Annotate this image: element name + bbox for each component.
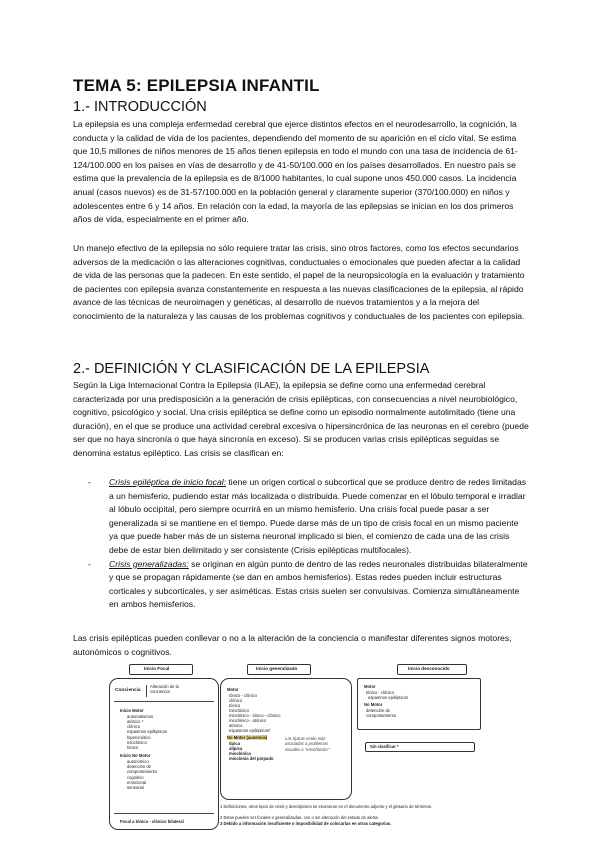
focal-column [109,678,219,830]
list-dash: - [88,558,91,569]
list-item: clónico [127,724,141,729]
divider [114,813,214,814]
list-item [88,558,528,612]
figure-note: 3 Debido a información insuficiente o imposibilidad de colocarlas en otras categorías. [220,821,392,826]
section-1-paragraph-1: La epilepsia es una compleja enfermedad cerebral que ejerce distintos efectos en el neurodesarrollo, la cognición, la conducta y la calidad de vida de los pacientes, dependiendo del momento de su aparición en el ciclo vital. Se estima que 10,5 millones de niños menores de 15 años tienen epilepsia en todo el mundo con una tasa de incidencia de 61-124/100.000 en los países en vías de desarrollo y de 41-50/100.000 en los países desarrollados. En nuestro país se estima que la prevalencia de la epilepsia es de 8/1000 habitantes, lo cual supone unos 450.000 casos. La incidencia anual (casos nuevos) es de 31-57/100.000 en la población general y claramente superior (370/100.000) en niños y adolescentes entre 6 y 14 años. En relación con la edad, la mayoría de las epilepsias se inician en los dos primeros años de vida, especialmente en el primer año. [73,119,518,225]
page-title: TEMA 5: EPILEPSIA INFANTIL [73,76,320,95]
list-item: mioclónico [127,740,147,745]
list-item-text: tiene un origen cortical o subcortical que se produce dentro de redes limitadas a un hemisferio, pudiendo estar más localizada o distribuida. Puede comenzar en el lóbulo temporal e irradiar al lóbulo occipital, pero siempre ocurrirá en un mismo hemisferio. Una crisis focal puede pasar a ser generalizada si se mantiene en el tiempo. Puede darse más de un tipo de crisis focal en un mismo paciente ya que puede haber más de un sistema neuronal implicado si bien, el comienzo de cada una de las crisis debe de estar bien delimitado y ser consistente (Crisis epilépticas multifocales). [109,477,527,555]
generalized-header-box [247,664,311,675]
list-item: espasmos epilépticos [368,695,409,700]
list-item-term: Crisis epiléptica de inicio focal: [109,477,227,487]
list-item-term: Crisis generalizadas: [109,558,189,569]
focal-header-box [129,664,193,675]
list-item [88,476,528,558]
list-item: detención de comportamiento [127,764,158,775]
list-item: tónico [229,703,241,708]
figure-note: 1 Definiciones, otros tipos de crisis y descriptores se enumeran en el documento adjunto y el glosario de términos. [220,804,433,809]
section-1-heading: 1.- INTRODUCCIÓN [73,99,207,115]
unknown-column [357,678,481,730]
figure-note: 2 Estas pueden ser focales o generalizadas, con o sin alteración del estado de alerta. [220,815,379,820]
list-item: cognitivo [127,775,144,780]
focal-header: Inicio Focal [144,666,170,671]
list-item: típica [229,741,240,746]
section-2-heading: 2.- DEFINICIÓN Y CLASIFICACIÓN DE LA EPILEPSIA [73,361,430,377]
list-item: mioclónico - tónico - clónico [229,713,281,718]
seizure-types-list [88,476,528,612]
list-item-text: se originan en algún punto de dentro de las redes neuronales distribuidas bilateralmente y que se propagan rápidamente (se dan en ambos hemisferios). Estas redes pueden incluir estructuras corticales y subcorticales, y ser asiméticas. Estas crisis suelen ser convulsivas. Comienza simultáneamente en ambos hemisferios. [109,558,528,610]
list-item: detención de comportamiento [366,708,397,719]
conciencia-label: Conciencia [115,688,141,693]
list-item: atónico [229,723,243,728]
list-item: hipercinético [127,735,151,740]
divider [146,685,147,697]
focal-nomotor-heading: Inicio No Motor [120,753,151,758]
unk-motor-heading: Motor [364,684,376,689]
gen-nomotor-heading: No Motor (ausencia) [227,735,268,740]
list-item: espasmos epilépticos* [229,728,271,733]
list-dash: - [88,477,91,487]
generalized-header: Inicio generalizado [256,666,298,671]
conciencia-alt: Alteración de la conciencia [150,684,179,695]
list-item: atípica [229,746,243,751]
list-item: mioclónico - atónico [229,718,267,723]
list-item: mioclónico [229,708,249,713]
list-item: tónico - clónico [229,693,257,698]
seizure-classification-figure [107,664,507,836]
focal-motor-heading: Inicio Motor [120,708,144,713]
list-item: tónico - clónico [366,690,394,695]
list-item: emocional [127,780,147,785]
list-item: tónico [127,745,139,750]
unclassified-box [365,742,475,752]
list-item: automatismos [127,714,154,719]
section-1-paragraph-2: Un manejo efectivo de la epilepsia no sólo requiere tratar las crisis, sino otros factores, como los efectos secundarios adversos de la medicación o las alteraciones cognitivas, conductuales o emocionales que pueden afectar a la calidad de vida de las personas que la padecen. En este sentido, el papel de la neuropsicología en la evaluación y tratamiento de pacientes con epilepsia avanza constantemente en respuesta a las nuevas clasificaciones de la epilepsia, al rápido avance de las técnicas de neuroimagen y genéticas, al desarrollo de nuevos tratamientos y a la mejora del conocimiento de la naturaleza y las causas de los problemas cognitivos y conductuales de los pacientes con epilepsia. [73,243,525,321]
list-item: espasmos epilépticos [127,729,168,734]
divider [114,701,214,702]
handwritten-annotation: Las típicas están más asociadas a problemas visuales o "ensoñación" [285,736,330,752]
section-2-paragraph-2: Las crisis epilépticas pueden conllevar o no a la alteración de la conciencia o manifestar diferentes signos motores, autonómicos o cognitivos. [73,633,512,657]
focal-bilateral: Focal a tónico - clónico bilateral [120,819,184,824]
list-item: autonómico [127,759,149,764]
unclassified-label: Sin clasificar * [370,744,399,749]
list-item: sensorial [127,785,144,790]
section-2-paragraph-1: Según la Liga Internacional Contra la Epilepsia (ILAE), la epilepsia se define como una enfermedad cerebral caracterizada por una predisposición a la generación de crisis epilépticas, con consecuencias a nivel neurobiológico, cognitivo, psicológico y social. Una crisis epiléptica se define como un episodio normalmente autolimitado (tiene una duración), en el que se produce una actividad cerebral excesiva o hipersincrónica de las neuronas en el cerebro (puede ser que no haya sincronía o que haya sincronía en exceso). Si se producen varias crisis epilépticas seguidas se denomina estatus epiléptico. Las crisis se clasifican en: [73,380,529,458]
list-item: mioclónica [229,751,251,756]
unk-nomotor-heading: No Motor [364,702,383,707]
list-item: atónico * [127,719,144,724]
gen-motor-heading: Motor [227,687,239,692]
generalized-column [220,678,352,800]
unknown-header-box [397,664,467,675]
unknown-header: Inicio desconocido [408,666,450,671]
list-item: clónico [229,698,243,703]
list-item: mioclonía del párpado [229,756,274,761]
